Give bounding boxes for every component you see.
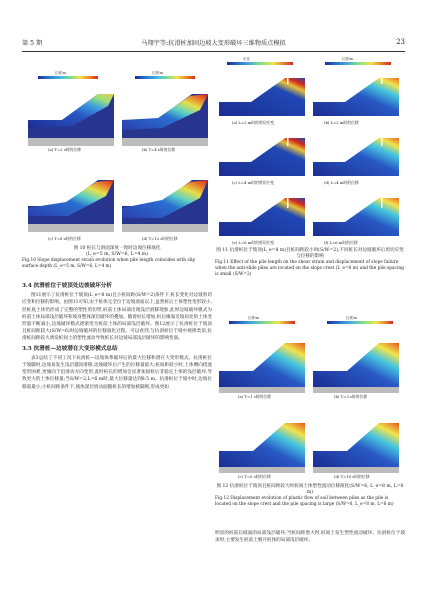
- colorbar-b: [135, 76, 195, 79]
- fig10-label-b: (b) T=4 s时的位移: [142, 147, 176, 152]
- fig10-label-a: (a) T=2 s时的位移: [48, 147, 81, 152]
- issue-number: 第 5 期: [22, 40, 43, 47]
- fig11-label-d: (d) L=4 m时的位移: [324, 180, 359, 185]
- fig12-caption-block: [215, 484, 405, 508]
- section-3-4-title: 3.4 抗滑桩位于坡顶处边坡破坏分析: [22, 283, 112, 289]
- fig12-label-c: (c) T=5 s时的位移: [238, 474, 271, 479]
- fig12-panel-b: [313, 343, 399, 393]
- right-text-tail: [215, 530, 405, 544]
- fig10-caption-en: Fig.10 Slope displacement strain evolution when pile length coincides with slip surface depth (L_e=5 m, S/W=6, L=4 m): [22, 258, 196, 269]
- fig11-row-2: [219, 134, 399, 176]
- fig10-label-c: (c) T=8 s时的位移: [48, 236, 81, 241]
- fig10-panel-a: [28, 94, 114, 146]
- fig10-caption-block: [22, 246, 212, 270]
- fig12-caption-en: Fig.12 Displacement evolution of plastic flow of soil between piles as the pile is located on the slope crest and the pile spacing is large (S/W=6, L_e=8 m, L=6 m): [215, 496, 394, 507]
- right-tail-body: 明显的桩前后坡面的局部浅层破坏;当桩间距增大时,桩间土发生塑性流动破坏。抗滑桩位于坡顶时,主要发生桩前土脱开桩体的局部浅层破坏。: [215, 531, 405, 544]
- fig11-panels: [215, 62, 405, 262]
- header-rule: [22, 51, 405, 52]
- fig12-colorbar-a: [229, 321, 295, 324]
- page-number: 23: [396, 38, 405, 46]
- fig12-label-b: (b) T=3 s时的位移: [334, 394, 368, 399]
- fig12-panel-c: [219, 423, 305, 473]
- fig12-panel-a: [219, 343, 305, 393]
- fig12-panel-d: [313, 423, 399, 473]
- fig10-panel-d: [122, 180, 208, 232]
- fig10-unit-a: 位移/m: [55, 71, 67, 75]
- fig11-label-e: (e) L=6 m时的剪切应变: [232, 240, 275, 245]
- fig12-unit-a: 位移/m: [248, 316, 260, 320]
- page-header: [22, 38, 405, 50]
- fig11-colorbar-disp: [325, 62, 391, 65]
- fig10-panel-b: [122, 94, 208, 146]
- fig11-unit: 位移/m: [342, 57, 354, 61]
- fig12-colorbar-b: [327, 321, 393, 324]
- running-title: 马翔宇等:抗滑桩加固边坡大变形破坏三维物质点模拟: [141, 40, 286, 47]
- fig10-panels: [22, 76, 212, 256]
- fig12-unit-b: 位移/m: [346, 316, 358, 320]
- left-text-column: [22, 280, 212, 391]
- fig11-caption-en: Fig.11 Effect of the pile length on the shear strain and displacement of slope failure when the anti-slide piles are located on the slope crest (L_e=8 m) and the pile spacing is small (S/W=2): [215, 260, 404, 277]
- fig11-colorbar-strain: [227, 62, 293, 65]
- fig10-caption-cn: 图 10 桩长与滑面深度一致时边坡位移演化: [73, 246, 161, 251]
- fig11-label-f: (f) L=6 m时的位移: [324, 240, 358, 245]
- fig10-caption-params: (L_e=5 m, S/W=6, L=4 m): [86, 252, 148, 257]
- fig10-panel-c: [28, 180, 114, 232]
- fig11-strain-label: 应变: [243, 57, 250, 61]
- fig11-caption-cn: 图 11 抗滑桩位于坡顶(L_e=8 m)且桩间距较小时(S/W=2),不同桩长对边坡破坏后剪切应变与位移的影响: [216, 248, 404, 259]
- section-3-5-title: 3.5 抗滑桩—边坡潜在大变形模式总结: [22, 345, 118, 352]
- fig11-label-b: (b) L=2 m时的位移: [324, 120, 359, 125]
- fig10-label-d: (d) T=12 s时的位移: [142, 236, 178, 241]
- fig11-row-3: [219, 194, 399, 236]
- fig11-label-c: (c) L=4 m时的剪切应变: [232, 180, 275, 185]
- colorbar-a: [38, 76, 98, 79]
- fig12-panels: [215, 321, 405, 486]
- fig11-caption-block: [215, 248, 405, 278]
- fig12-label-d: (d) T=10 s时的位移: [334, 474, 370, 479]
- section-3-5-body: 表3总结了不同工况下抗滑桩—边坡体系破坏后的最大位移和潜在大变形模式。抗滑桩位于坡脚时,边坡易发生浅层越顶滑移,边坡破坏后产生的位移量最大;桩间距较小时,土体侧向挠流变形困难,更倾向于沿滑动方向变形,此时桩长的增加会显著加固桩后非稳定土体的浅层破坏,导致更大的土体位移量;当S/W=2,L=6 m时,最大位移量达到8.5 m。抗滑桩位于坡中时,边坡位移量最小;小桩间距条件下,坡体深层滑动面随桩长的增加被隔断,形成更如: [22, 355, 212, 390]
- fig11-label-a: (a) L=2 m时的剪切应变: [232, 120, 275, 125]
- fig10-unit-b: 位移/m: [152, 71, 164, 75]
- fig11-row-1: [219, 74, 399, 116]
- fig12-label-a: (a) T=1 s时的位移: [238, 394, 271, 399]
- fig12-caption-cn: 图 12 抗滑桩位于坡顶且桩间距较大时桩间土体塑性流动位移演化(S/W=6, L_e=8 m, L=6 m): [216, 484, 404, 495]
- section-3-4-body: 图11展示了抗滑桩位于坡顶(L_e=8 m)且小桩间距(S/W=2)条件下,桩长变化对边坡剪切应变和位移的影响。由图11可知,由于桩体完全位于边坡滑面以上,虽然桩后土体塑性变形较小,但桩底土体仍形成了完整的塑性剪切带,桩前土体局部出现浅层滑移现象,此时边坡破坏模式为桩前土体局部浅层破坏和坡身整体深层破坏的叠加。随着桩长增加,桩后缘靠近坡肩处的土体变形量不断减小,边坡破坏模式逐渐变为桩前土体的局部浅层破坏。图12展示了抗滑桩位于坡顶且桩间距较大(S/W=6)时边坡破坏的位移演化过程。可以看到,与抗滑桩位于坡中规律类似,抗滑桩间距较大诱发桩间土的塑性流动导致桩长对边坡局部浅层破坏的影响变弱。: [22, 293, 212, 342]
